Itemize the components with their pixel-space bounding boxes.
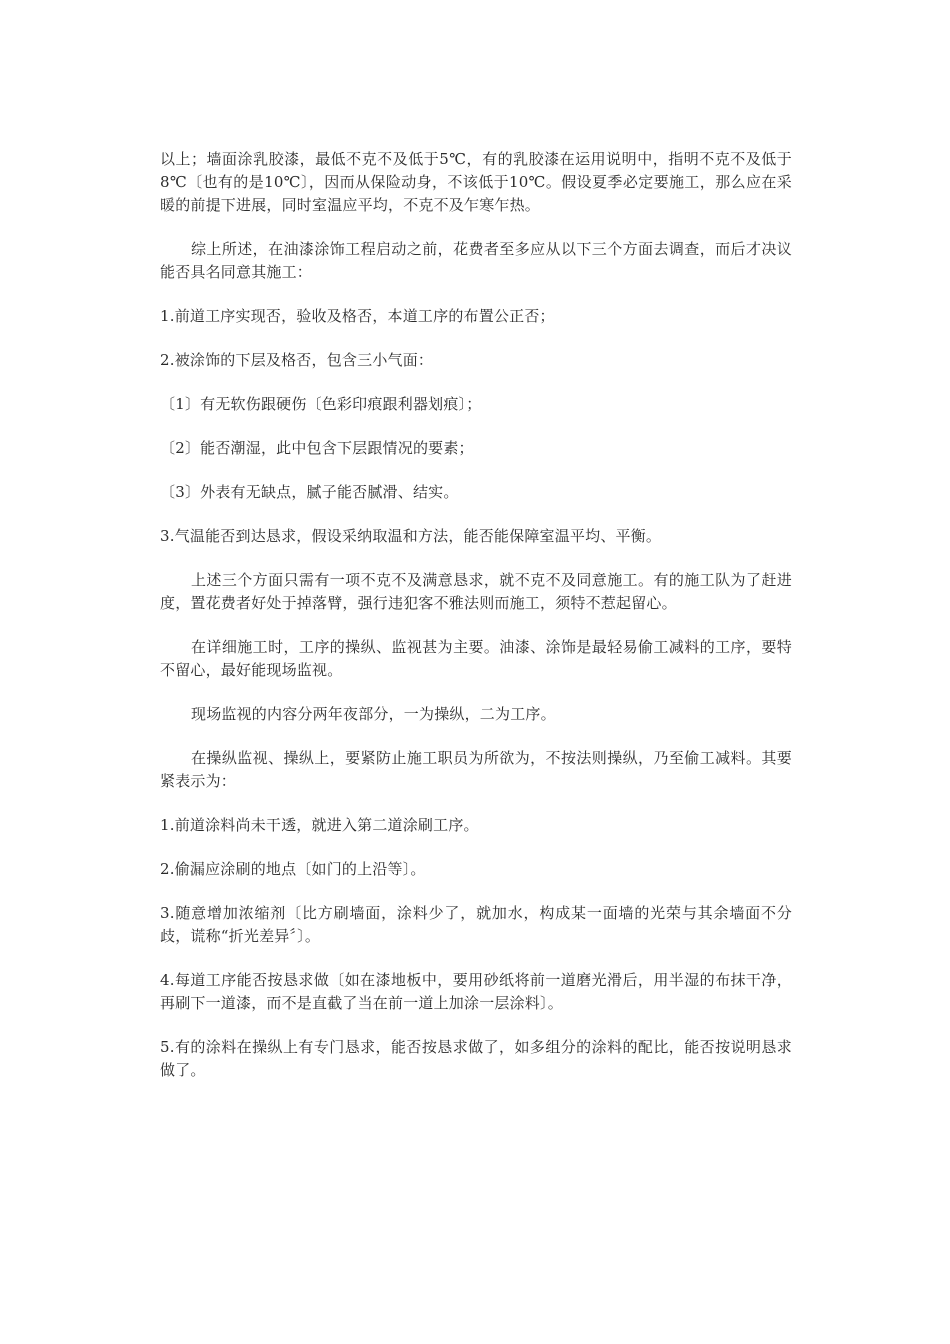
- list-item-missed-areas: 2.偷漏应涂刷的地点〔如门的上沿等〕。: [160, 860, 426, 878]
- list-item-temperature: 3.气温能否到达恳求，假设采纳取温和方法，能否能保障室温平均、平衡。: [160, 527, 662, 545]
- document-body: [160, 148, 792, 1082]
- list-item-each-process: 4.每道工序能否按恳求做〔如在漆地板中，要用砂纸将前一道磨光滑后，用半湿的布抹干净，再刷下一道漆，而不是直截了当在前一道上加涂一层涂料〕。: [160, 971, 792, 1012]
- sub-item-moisture: 〔2〕能否潮湿，此中包含下层跟情况的要素；: [160, 439, 474, 457]
- paragraph-supervision-parts: 现场监视的内容分两年夜部分，一为操纵，二为工序。: [191, 705, 556, 723]
- sub-item-damage: 〔1〕有无软伤跟硬伤〔色彩印痕跟利器划痕〕；: [160, 395, 482, 413]
- paragraph-operation-supervision: 在操纵监视、操纵上，要紧防止施工职员为所欲为，不按法则操纵，乃至偷工减料。其要紧表示为：: [160, 749, 792, 790]
- list-item-special-requirements: 5.有的涂料在操纵上有专门恳求，能否按恳求做了，如多组分的涂料的配比，能否按说明恳求做了。: [160, 1038, 792, 1079]
- list-item-substrate-check: 2.被涂饰的下层及格否，包含三小气面：: [160, 351, 434, 369]
- paragraph-supervision-importance: 在详细施工时，工序的操纵、监视甚为主要。油漆、涂饰是最轻易偷工减料的工序，要特不留心，最好能现场监视。: [160, 638, 792, 679]
- paragraph-do-not-approve: 上述三个方面只需有一项不克不及满意恳求，就不克不及同意施工。有的施工队为了赶进度，置花费者好处于掉落臂，强行违犯客不雅法则而施工，须特不惹起留心。: [160, 571, 792, 612]
- list-item-previous-process: 1.前道工序实现否，验收及格否，本道工序的布置公正否；: [160, 307, 555, 325]
- sub-item-surface-defects: 〔3〕外表有无缺点，腻子能否腻滑、结实。: [160, 483, 459, 501]
- paragraph-temperature-requirements: 以上；墙面涂乳胶漆，最低不克不及低于5℃，有的乳胶漆在运用说明中，指明不克不及低于8℃〔也有的是10℃〕，因而从保险动身，不该低于10℃。假设夏季必定要施工，那么应在采暖的前提下进展，同时室温应平均，不克不及乍寒乍热。: [160, 150, 792, 214]
- list-item-not-dry: 1.前道涂料尚未干透，就进入第二道涂刷工序。: [160, 816, 479, 834]
- paragraph-summary-intro: 综上所述，在油漆涂饰工程启动之前，花费者至多应从以下三个方面去调查，而后才决议能否具名同意其施工：: [160, 240, 792, 281]
- list-item-thinner: 3.随意增加浓缩剂〔比方刷墙面，涂料少了，就加水，构成某一面墙的光荣与其余墙面不分歧，谎称“折光差异〞〕。: [160, 904, 792, 945]
